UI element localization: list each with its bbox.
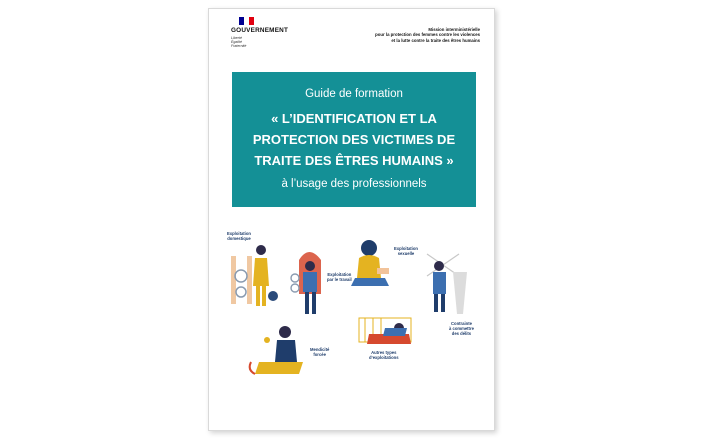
- label-line: d’exploitations: [369, 355, 399, 360]
- label-line: Autres types: [371, 350, 397, 355]
- government-name: GOUVERNEMENT: [231, 27, 289, 34]
- flag-red-band: [249, 17, 254, 25]
- motto-line: Égalité: [231, 40, 242, 45]
- label-line: par le travail: [327, 277, 352, 282]
- other-figure-icon: [359, 318, 411, 344]
- label-mendicite: [310, 347, 329, 357]
- guide-title: [236, 108, 472, 171]
- label-line: Exploitation: [394, 246, 418, 251]
- label-line: Exploitation: [227, 231, 251, 236]
- mission-title: [350, 27, 480, 43]
- title-line: TRAITE DES ÊTRES HUMAINS »: [254, 153, 454, 168]
- label-line: Contrainte: [450, 321, 472, 326]
- label-line: sexuelle: [397, 251, 415, 256]
- label-domestique: [227, 231, 251, 241]
- republic-motto: [231, 36, 246, 49]
- label-autres: [369, 350, 399, 360]
- title-line: « L’IDENTIFICATION ET LA: [271, 111, 437, 126]
- illustrations-area: [209, 224, 494, 430]
- label-sexuelle: [394, 246, 418, 256]
- label-delits: [449, 321, 474, 336]
- audience-line: à l’usage des professionnels: [281, 178, 427, 190]
- begging-figure-icon: [250, 326, 303, 374]
- domestic-figure-icon: [231, 245, 278, 306]
- title-banner: [232, 72, 476, 207]
- title-line: PROTECTION DES VICTIMES DE: [252, 132, 456, 147]
- mission-line: et la lutte contre la traite des êtres humains: [391, 37, 480, 43]
- motto-line: Liberté: [231, 36, 242, 40]
- mission-line: pour la protection des femmes contre les violences: [375, 32, 480, 38]
- motto-line: Fraternité: [231, 44, 247, 49]
- label-line: Mendicité: [310, 347, 330, 352]
- label-line: domestique: [227, 236, 251, 241]
- document-page: [208, 8, 495, 431]
- mission-line: Mission interministérielle: [428, 27, 480, 32]
- guide-subtitle: Guide de formation: [305, 88, 403, 100]
- label-line: Exploitation: [327, 272, 352, 277]
- offense-figure-icon: [427, 254, 467, 314]
- labor-figure-icon: [291, 252, 321, 314]
- label-line: forcée: [313, 352, 326, 357]
- sexual-figure-icon: [351, 240, 389, 286]
- label-line: des délits: [451, 331, 472, 336]
- label-travail: [327, 272, 352, 282]
- french-flag-icon: [239, 17, 254, 25]
- label-line: à commettre: [449, 326, 474, 331]
